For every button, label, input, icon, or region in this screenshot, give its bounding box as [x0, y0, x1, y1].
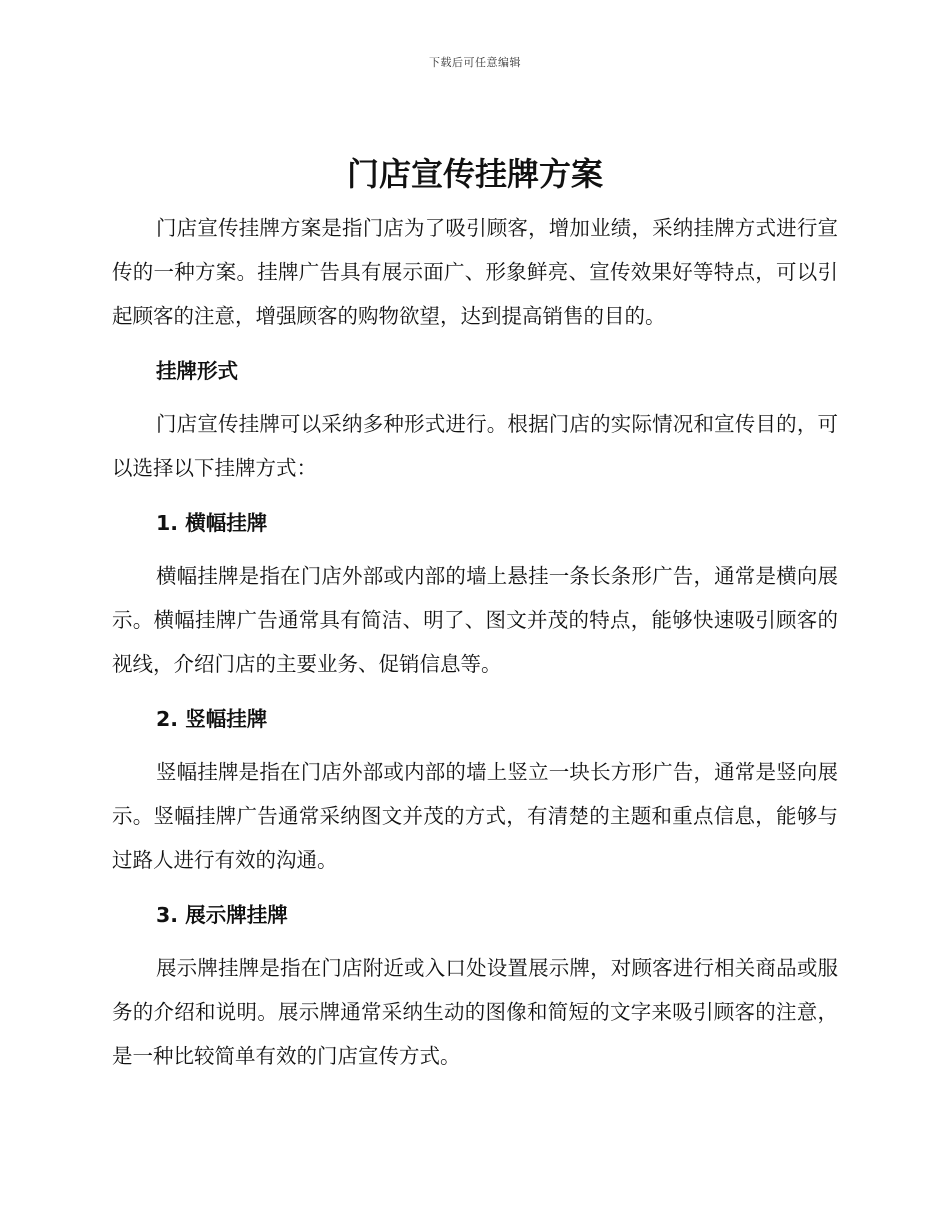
item-paragraph-display-board: 展示牌挂牌是指在门店附近或入口处设置展示牌，对顾客进行相关商品或服务的介绍和说明。展示牌通常采纳生动的图像和简短的文字来吸引顾客的注意，是一种比较简单有效的门店宣传方式。 — [112, 956, 838, 1068]
intro-paragraph: 门店宣传挂牌方案是指门店为了吸引顾客，增加业绩，采纳挂牌方式进行宣传的一种方案。挂牌广告具有展示面广、形象鲜亮、宣传效果好等特点，可以引起顾客的注意，增强顾客的购物欲望，达到提高销售的目的。 — [112, 216, 838, 328]
item-heading-display-board: 3. 展示牌挂牌 — [156, 903, 288, 927]
item-heading-vertical: 2. 竖幅挂牌 — [156, 707, 268, 731]
item-heading-banner: 1. 横幅挂牌 — [156, 511, 268, 535]
document-body — [112, 146, 838, 1078]
item-paragraph-vertical: 竖幅挂牌是指在门店外部或内部的墙上竖立一块长方形广告，通常是竖向展示。竖幅挂牌广告通常采纳图文并茂的方式，有清楚的主题和重点信息，能够与过路人进行有效的沟通。 — [112, 760, 838, 872]
section-paragraph-forms: 门店宣传挂牌可以采纳多种形式进行。根据门店的实际情况和宣传目的，可以选择以下挂牌方式： — [112, 412, 838, 480]
header-note: 下载后可任意编辑 — [429, 56, 521, 69]
section-heading-forms: 挂牌形式 — [156, 359, 238, 383]
item-paragraph-banner: 横幅挂牌是指在门店外部或内部的墙上悬挂一条长条形广告，通常是横向展示。横幅挂牌广告通常具有简洁、明了、图文并茂的特点，能够快速吸引顾客的视线，介绍门店的主要业务、促销信息等。 — [112, 564, 838, 676]
document-title: 门店宣传挂牌方案 — [346, 155, 603, 193]
